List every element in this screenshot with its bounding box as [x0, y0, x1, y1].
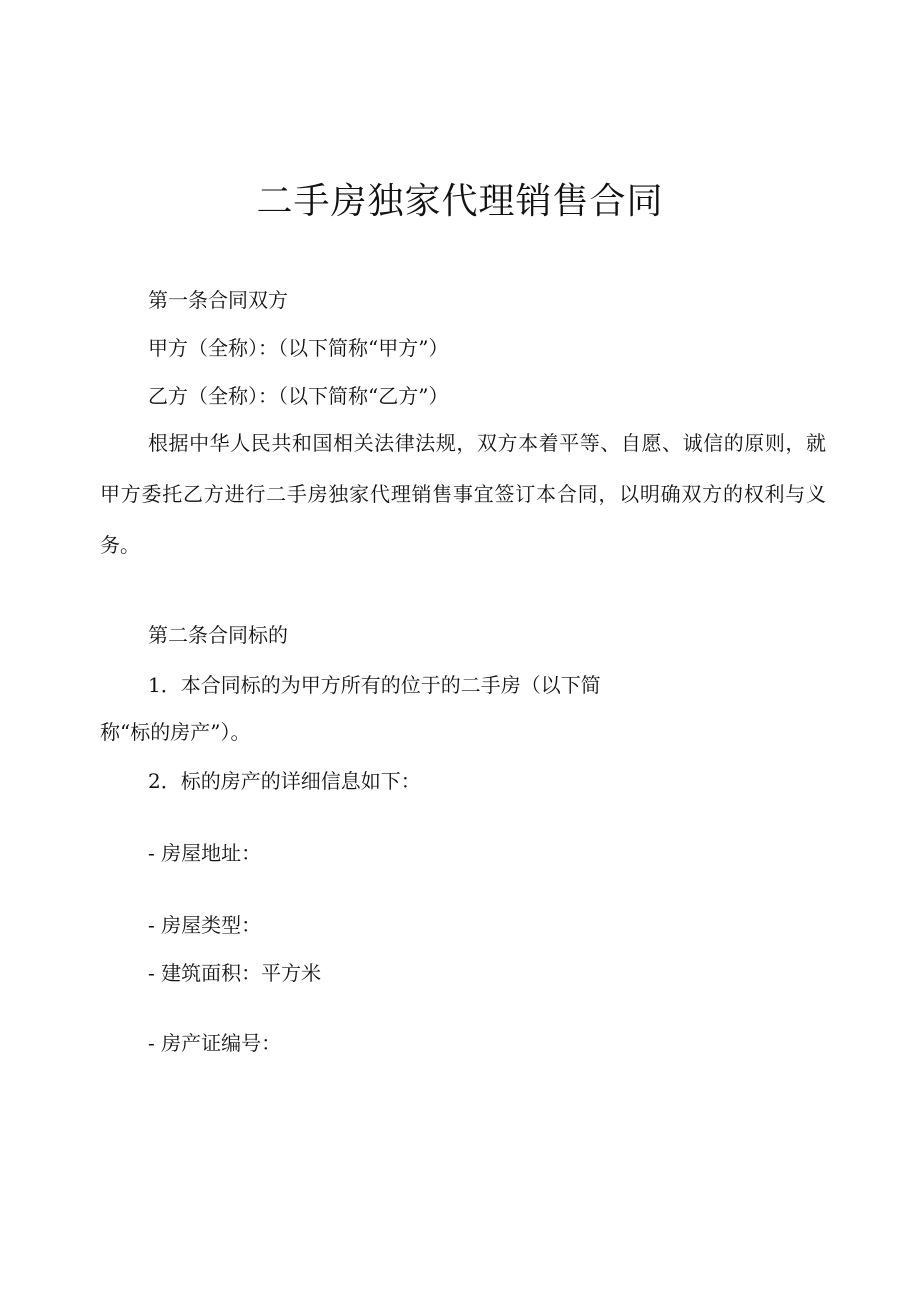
document-title: 二手房独家代理销售合同 [256, 181, 664, 222]
party-b-line: 乙方（全称）：（以下简称“乙方”） [148, 384, 449, 408]
article1-heading: 第一条合同双方 [148, 288, 288, 312]
detail-address: - 房屋地址： [148, 841, 262, 865]
detail-certificate-number: - 房产证编号： [148, 1031, 282, 1055]
article2-heading: 第二条合同标的 [148, 623, 288, 647]
intro-paragraph: 根据中华人民共和国相关法律法规，双方本着平等、自愿、诚信的原则，就甲方委托乙方进行二手房独家代理销售事宜签订本合同，以明确双方的权利与义务。 [100, 431, 826, 557]
detail-type: - 房屋类型： [148, 913, 262, 937]
item1-line2: 称“标的房产”）。 [100, 720, 251, 744]
detail-area: - 建筑面积：平方米 [148, 961, 322, 985]
party-a-line: 甲方（全称）：（以下简称“甲方”） [148, 336, 449, 360]
item2-line: 2．标的房产的详细信息如下： [148, 769, 421, 793]
item1-line1: 1．本合同标的为甲方所有的位于的二手房（以下简 [148, 673, 601, 697]
